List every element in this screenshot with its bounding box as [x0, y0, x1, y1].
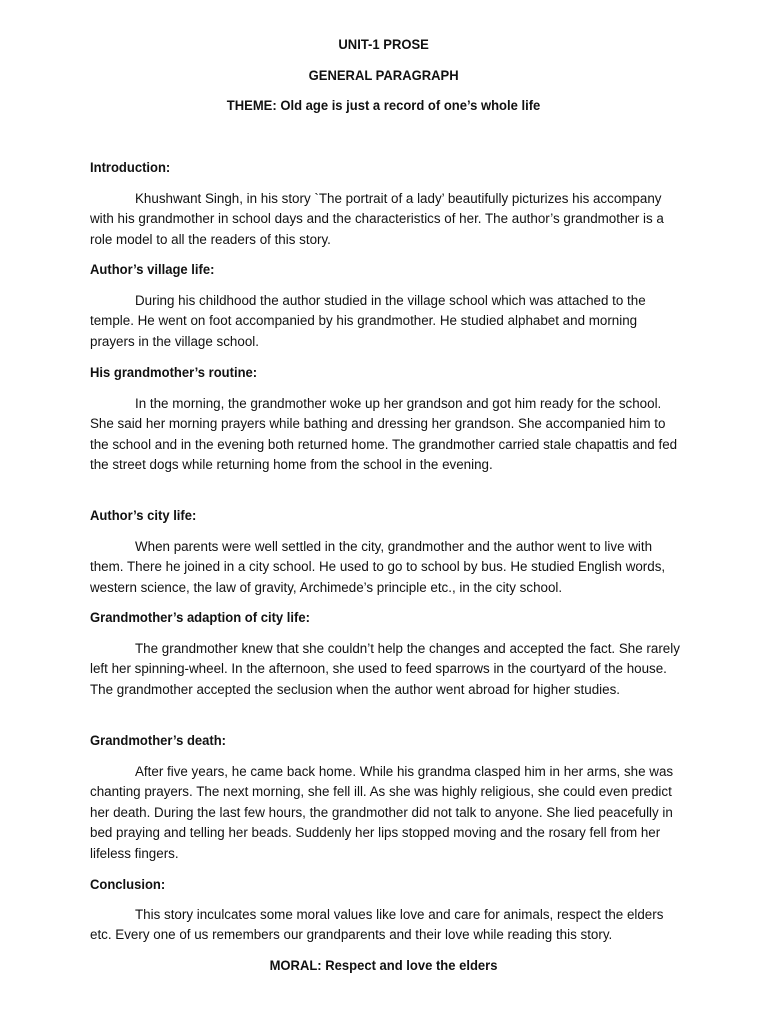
heading-city-adaption: Grandmother’s adaption of city life:	[90, 609, 310, 625]
heading-grandmother-death: Grandmother’s death:	[90, 732, 227, 748]
heading-grandmother-routine: His grandmother’s routine:	[90, 364, 258, 380]
heading-conclusion: Conclusion:	[90, 876, 166, 892]
paragraph-city-adaption: The grandmother knew that she couldn’t help the changes and accepted the fact. She rarely left her spinning-wheel. In the afternoon, she used to feed sparrows in the courtyard of the house. The grandmother accepted the seclusion when the author went abroad for higher studies.	[90, 641, 680, 697]
paragraph-grandmother-routine: In the morning, the grandmother woke up her grandson and got him ready for the school. She said her morning prayers while bathing and dressing her grandson. She accompanied him to the school and in the evening both returned home. The grandmother carried stale chapattis and fed the street dogs while returning home from the school in the evening.	[90, 396, 678, 473]
unit-title: UNIT-1 PROSE	[338, 36, 430, 52]
paragraph-grandmother-death: After five years, he came back home. While his grandma clasped him in her arms, she was chanting prayers. The next morning, she fell ill. As she was highly religious, she could even predict her death. During the last few hours, the grandmother did not talk to anyone. She lied peacefully in bed praying and telling her beads. Suddenly her lips stopped moving and the rosary fell from her lifeless fingers.	[90, 764, 674, 861]
paragraph-introduction: Khushwant Singh, in his story `The portrait of a lady’ beautifully picturizes his accompany with his grandmother in school days and the characteristics of her. The author’s grandmother is a role model to all the readers of this story.	[90, 191, 664, 247]
paragraph-conclusion: This story inculcates some moral values like love and care for animals, respect the elders etc. Every one of us remembers our grandparents and their love while reading this story.	[90, 907, 664, 943]
document-subtitle: GENERAL PARAGRAPH	[309, 67, 459, 83]
paragraph-village-life: During his childhood the author studied in the village school which was attached to the temple. He went on foot accompanied by his grandmother. He studied alphabet and morning prayers in the village school.	[90, 293, 646, 349]
theme-line: THEME: Old age is just a record of one’s whole life	[227, 97, 541, 113]
heading-village-life: Author’s village life:	[90, 261, 215, 277]
paragraph-city-life: When parents were well settled in the city, grandmother and the author went to live with them. There he joined in a city school. He used to go to school by bus. He studied English words, western science, the law of gravity, Archimede’s principle etc., in the city school.	[90, 539, 666, 595]
moral-line: MORAL: Respect and love the elders	[270, 957, 498, 973]
heading-city-life: Author’s city life:	[90, 507, 197, 523]
heading-introduction: Introduction:	[90, 159, 171, 175]
